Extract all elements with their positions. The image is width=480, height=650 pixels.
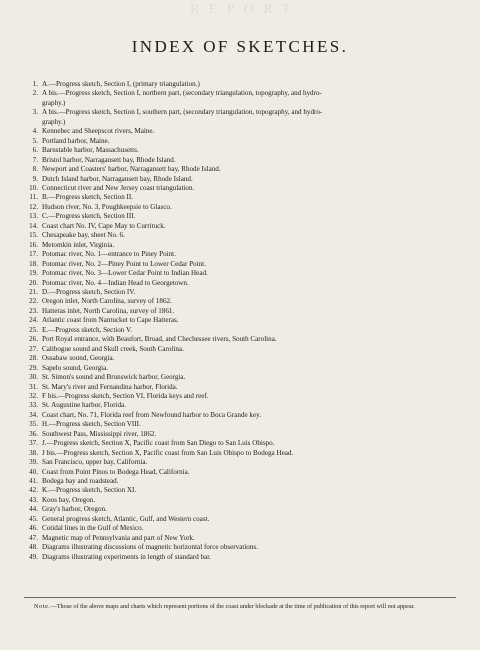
list-item <box>24 458 452 467</box>
entry-text <box>42 458 452 467</box>
entry-number: 25. <box>29 325 38 334</box>
entry-text-line: E.—Progress sketch, Section V. <box>42 325 132 334</box>
list-item <box>24 515 452 524</box>
list-item <box>24 89 452 108</box>
entry-text <box>42 127 452 136</box>
list-item <box>24 260 452 269</box>
entry-text <box>42 383 452 392</box>
entry-number: 38. <box>29 448 38 457</box>
entry-number: 7. <box>32 155 38 164</box>
entry-text <box>42 524 452 533</box>
list-item <box>24 212 452 221</box>
entry-number: 34. <box>29 410 38 419</box>
entry-number: 1. <box>32 80 38 88</box>
list-item <box>24 137 452 146</box>
entry-text-line: Sapelo sound, Georgia. <box>42 363 109 372</box>
entry-text <box>42 80 452 89</box>
entry-number: 26. <box>29 335 38 344</box>
list-item <box>24 108 452 127</box>
entry-number: 16. <box>29 240 38 249</box>
footnote-text: —Those of the above maps and charts which represent portions of the coast under blockade at the time of publication of this report will not appear. <box>50 603 415 610</box>
entry-number: 23. <box>29 306 38 315</box>
entry-text-line: Coast chart No. IV, Cape May to Currituck. <box>42 221 166 230</box>
list-item <box>24 222 452 231</box>
list-item <box>24 127 452 136</box>
entry-text-line: Diagrams illustrating experiments in length of standard bar. <box>42 552 212 561</box>
entry-number: 32. <box>29 391 38 400</box>
entry-text-line: Potomac river, No. 3—Lower Cedar Point to Indian Head. <box>42 269 208 278</box>
list-item <box>24 307 452 316</box>
entry-number: 37. <box>29 439 38 448</box>
entry-text <box>42 307 452 316</box>
entry-text-line: St. Simon's sound and Brunswick harbor, Georgia. <box>42 373 186 382</box>
list-item <box>24 534 452 543</box>
entry-number: 30. <box>29 373 38 382</box>
entry-text <box>42 279 452 288</box>
entry-text <box>42 108 452 127</box>
list-item <box>24 420 452 429</box>
entry-text-line: Port Royal entrance, with Beaufort, Broad, and Chechessee rivers, South Carolina. <box>42 335 277 344</box>
entry-text-line: Diagrams illustrating discussions of magnetic horizontal force observations. <box>42 543 258 552</box>
entry-number: 47. <box>29 533 38 542</box>
sketch-index-list <box>24 80 452 562</box>
entry-text <box>42 449 452 458</box>
entry-text <box>42 193 452 202</box>
entry-text <box>42 212 452 221</box>
entry-text <box>42 515 452 524</box>
entry-text <box>42 534 452 543</box>
entry-number: 36. <box>29 429 38 438</box>
entry-text-line: Oregon inlet, North Carolina, survey of 1862. <box>42 297 172 306</box>
entry-number: 44. <box>29 505 38 514</box>
entry-number: 6. <box>32 146 38 155</box>
list-item <box>24 477 452 486</box>
entry-text-line: Connecticut river and New Jersey coast triangulation. <box>42 183 195 192</box>
list-item <box>24 175 452 184</box>
entry-text <box>42 420 452 429</box>
entry-text-line: Coast chart, No. 71, Florida reef from Newfound harbor to Boca Grande key. <box>42 410 261 419</box>
entry-text <box>42 430 452 439</box>
entry-number: 31. <box>29 382 38 391</box>
entry-number: 2. <box>32 89 38 98</box>
entry-text-line: Potomac river, No. 2—Piney Point to Lower Cedar Point. <box>42 259 206 268</box>
list-item <box>24 184 452 193</box>
entry-number: 29. <box>29 363 38 372</box>
list-item <box>24 401 452 410</box>
bleed-through-text: R E P O R T <box>190 2 294 17</box>
entry-number: 40. <box>29 467 38 476</box>
entry-number: 14. <box>29 221 38 230</box>
list-item <box>24 430 452 439</box>
entry-text <box>42 354 452 363</box>
entry-text-line: F bis.—Progress sketch, Section VI, Florida keys and reef. <box>42 391 209 400</box>
entry-number: 4. <box>32 127 38 136</box>
entry-number: 42. <box>29 486 38 495</box>
entry-text-line: Bodega bay and roadstead. <box>42 477 119 486</box>
entry-text <box>42 505 452 514</box>
footnote-label: Note. <box>34 603 51 610</box>
list-item <box>24 250 452 259</box>
entry-text-line: Potomac river, No. 1—entrance to Piney Point. <box>42 250 176 259</box>
entry-number: 8. <box>32 165 38 174</box>
entry-number: 19. <box>29 269 38 278</box>
entry-text-line: Gray's harbor, Oregon. <box>42 505 107 514</box>
list-item <box>24 392 452 401</box>
entry-text-line: Calibogue sound and Skull creek, South Carolina. <box>42 344 184 353</box>
list-item <box>24 486 452 495</box>
list-item <box>24 326 452 335</box>
list-item <box>24 449 452 458</box>
entry-text <box>42 543 452 552</box>
entry-number: 24. <box>29 316 38 325</box>
entry-number: 39. <box>29 458 38 467</box>
entry-text <box>42 288 452 297</box>
entry-text-line: B.—Progress sketch, Section II. <box>42 193 134 202</box>
entry-text <box>42 146 452 155</box>
entry-text-line: K.—Progress sketch, Section XI. <box>42 486 137 495</box>
list-item <box>24 80 452 89</box>
entry-number: 35. <box>29 420 38 429</box>
entry-text-line: San Francisco, upper bay, California. <box>42 458 148 467</box>
list-item <box>24 316 452 325</box>
entry-text <box>42 335 452 344</box>
entry-text-line: Koos bay, Oregon. <box>42 495 96 504</box>
entry-text <box>42 137 452 146</box>
entry-continuation: graphy.) <box>42 117 66 126</box>
footnote <box>24 603 456 611</box>
entry-number: 5. <box>32 136 38 145</box>
list-item <box>24 297 452 306</box>
entry-text <box>42 373 452 382</box>
entry-text-line: A.—Progress sketch, Section I, (primary triangulation.) <box>42 80 200 88</box>
entry-number: 46. <box>29 524 38 533</box>
entry-text-line: C.—Progress sketch, Section III. <box>42 212 136 221</box>
list-item <box>24 364 452 373</box>
entry-number: 12. <box>29 202 38 211</box>
entry-text <box>42 156 452 165</box>
entry-text-line: Cotidal lines in the Gulf of Mexico. <box>42 524 144 533</box>
entry-text <box>42 297 452 306</box>
entry-text <box>42 184 452 193</box>
entry-text-line: St. Augustine harbor, Florida. <box>42 401 127 410</box>
entry-text-line: Hatteras inlet, North Carolina, survey of 1861. <box>42 306 175 315</box>
list-item <box>24 279 452 288</box>
entry-text <box>42 203 452 212</box>
list-item <box>24 373 452 382</box>
entry-text-line: H.—Progress sketch, Section VIII. <box>42 420 141 429</box>
page-title: INDEX OF SKETCHES. <box>131 37 349 57</box>
entry-text-line: Portland harbor, Maine. <box>42 136 110 145</box>
entry-number: 13. <box>29 212 38 221</box>
entry-number: 33. <box>29 401 38 410</box>
entry-text <box>42 439 452 448</box>
list-item <box>24 383 452 392</box>
list-item <box>24 241 452 250</box>
entry-text <box>42 411 452 420</box>
entry-number: 22. <box>29 297 38 306</box>
entry-text <box>42 553 452 562</box>
entry-number: 48. <box>29 543 38 552</box>
entry-text-line: J.—Progress sketch, Section X, Pacific coast from San Diego to San Luis Obispo. <box>42 439 275 448</box>
entry-text-line: D.—Progress sketch, Section IV. <box>42 287 136 296</box>
entry-number: 18. <box>29 259 38 268</box>
entry-text-line: Metomkin inlet, Virginia. <box>42 240 115 249</box>
entry-number: 11. <box>29 193 38 202</box>
list-item <box>24 193 452 202</box>
list-item <box>24 411 452 420</box>
list-item <box>24 335 452 344</box>
entry-text <box>42 89 452 108</box>
list-item <box>24 269 452 278</box>
entry-text <box>42 496 452 505</box>
list-item <box>24 543 452 552</box>
entry-text-line: A bis.—Progress sketch, Section I, southern part, (secondary triangulation, topography, and hydro- <box>42 108 323 117</box>
entry-text <box>42 269 452 278</box>
list-item <box>24 203 452 212</box>
entry-text-line: Southwest Pass, Mississippi river, 1862. <box>42 429 157 438</box>
list-item <box>24 553 452 562</box>
entry-text-line: Dutch Island harbor, Narragansett bay, Rhode Island. <box>42 174 193 183</box>
entry-number: 28. <box>29 354 38 363</box>
entry-text-line: Potomac river, No. 4—Indian Head to Georgetown. <box>42 278 189 287</box>
entry-number: 20. <box>29 278 38 287</box>
entry-text-line: Bristol harbor, Narragansett bay, Rhode Island. <box>42 155 176 164</box>
entry-text <box>42 316 452 325</box>
entry-text-line: Atlantic coast from Nantucket to Cape Hatteras. <box>42 316 179 325</box>
entry-text <box>42 326 452 335</box>
entry-text <box>42 250 452 259</box>
list-item <box>24 165 452 174</box>
entry-text-line: Coast from Point Pinos to Bodega Head, California. <box>42 467 190 476</box>
entry-text <box>42 468 452 477</box>
entry-number: 21. <box>29 287 38 296</box>
entry-text-line: Newport and Coasters' harbor, Narragansett bay, Rhode Island. <box>42 165 221 174</box>
entry-number: 9. <box>32 174 38 183</box>
entry-number: 3. <box>32 108 38 117</box>
entry-text <box>42 392 452 401</box>
entry-text-line: Kennebec and Sheepscot rivers, Maine. <box>42 127 155 136</box>
list-item <box>24 146 452 155</box>
entry-text-line: Hudson river, No. 3, Poughkeepsie to Glasco. <box>42 202 172 211</box>
entry-number: 17. <box>29 250 38 259</box>
entry-text <box>42 241 452 250</box>
entry-number: 49. <box>29 552 38 561</box>
list-item <box>24 156 452 165</box>
entry-number: 15. <box>29 231 38 240</box>
entry-text-line: A bis.—Progress sketch, Section I, northern part, (secondary triangulation, topography, and hydro- <box>42 89 322 98</box>
list-item <box>24 496 452 505</box>
list-item <box>24 354 452 363</box>
entry-text-line: Magnetic map of Pennsylvania and part of New York. <box>42 533 195 542</box>
list-item <box>24 439 452 448</box>
list-item <box>24 468 452 477</box>
entry-text-line: Ossabaw sound, Georgia. <box>42 354 115 363</box>
entry-number: 41. <box>29 477 38 486</box>
entry-text <box>42 486 452 495</box>
entry-text <box>42 222 452 231</box>
entry-number: 45. <box>29 514 38 523</box>
entry-text <box>42 260 452 269</box>
entry-text-line: St. Mary's river and Fernandina harbor, Florida. <box>42 382 178 391</box>
list-item <box>24 288 452 297</box>
list-item <box>24 524 452 533</box>
entry-number: 43. <box>29 495 38 504</box>
entry-text <box>42 231 452 240</box>
entry-text <box>42 165 452 174</box>
list-item <box>24 345 452 354</box>
list-item <box>24 231 452 240</box>
entry-text <box>42 477 452 486</box>
entry-text-line: General progress sketch, Atlantic, Gulf, and Western coast. <box>42 514 210 523</box>
entry-continuation: graphy.) <box>42 98 66 107</box>
entry-text <box>42 401 452 410</box>
entry-number: 27. <box>29 344 38 353</box>
note-divider <box>24 597 456 598</box>
entry-text <box>42 364 452 373</box>
entry-text-line: Chesapeake bay, sheet No. 6. <box>42 231 125 240</box>
entry-text <box>42 345 452 354</box>
entry-text-line: Barnstable harbor, Massachusetts. <box>42 146 139 155</box>
entry-text <box>42 175 452 184</box>
entry-number: 10. <box>29 183 38 192</box>
entry-text-line: J bis.—Progress sketch, Section X, Pacific coast from San Luis Obispo to Bodega Head. <box>42 448 294 457</box>
list-item <box>24 505 452 514</box>
